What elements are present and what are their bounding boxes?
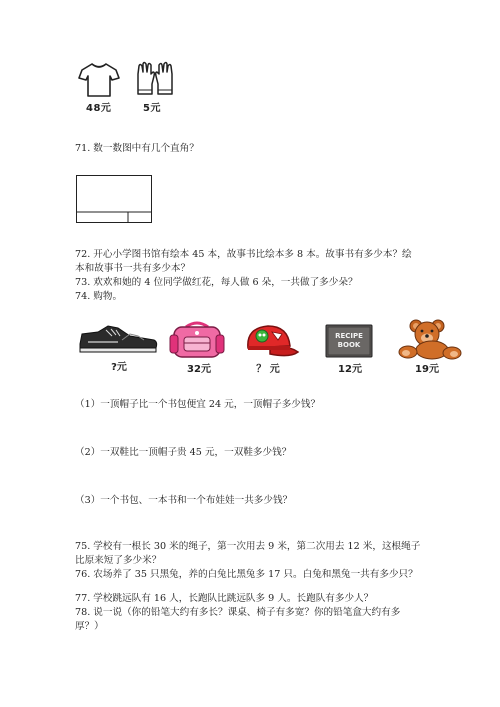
sub-question-1: （1）一顶帽子比一个书包便宜 24 元，一顶帽子多少钱？	[75, 399, 321, 410]
question-78-line2: 厚？）	[75, 621, 104, 632]
question-72-line2: 本和故事书一共有多少本？	[75, 263, 191, 274]
shoes-price: ?元	[111, 362, 127, 373]
recipe-book-icon	[325, 324, 373, 358]
svg-text:RECIPE: RECIPE	[335, 332, 363, 340]
book-price: 12元	[338, 364, 362, 375]
bag-price: 32元	[187, 364, 211, 375]
question-78-line1: 78. 说一说（你的铅笔大约有多长？课桌、椅子有多宽？你的铅笔盒大约有多	[75, 607, 401, 618]
t-shirt-price: 48元	[86, 103, 112, 114]
right-angle-figure	[76, 175, 153, 224]
question-76: 76. 农场养了 35 只黑兔，养的白兔比黑兔多 17 只。白兔和黑兔一共有多少只？	[75, 569, 418, 580]
question-73: 73. 欢欢和她的 4 位同学做红花，每人做 6 朵，一共做了多少朵？	[75, 277, 358, 288]
question-74: 74. 购物。	[75, 291, 123, 302]
bag-icon	[168, 321, 226, 361]
teddy-bear-price: 19元	[415, 364, 439, 375]
question-71: 71. 数一数图中有几个直角？	[75, 143, 199, 154]
gloves-icon	[135, 60, 175, 98]
sub-question-3: （3）一个书包、一本书和一个布娃娃一共多少钱？	[75, 495, 293, 506]
shoes-icon	[78, 322, 160, 354]
t-shirt-icon	[78, 62, 120, 98]
cap-icon	[240, 322, 300, 360]
sub-question-2: （2）一双鞋比一顶帽子贵 45 元，一双鞋多少钱？	[75, 447, 292, 458]
question-75-line1: 75. 学校有一根长 30 米的绳子，第一次用去 9 米，第二次用去 12 米，这根绳子	[75, 541, 421, 552]
question-77: 77. 学校跳远队有 16 人，长跑队比跳远队多 9 人。长跑队有多少人？	[75, 593, 374, 604]
svg-text:BOOK: BOOK	[337, 341, 361, 349]
cap-price: ？ 元	[256, 364, 280, 375]
question-72-line1: 72. 开心小学图书馆有绘本 45 本，故事书比绘本多 8 本。故事书有多少本？绘	[75, 249, 412, 260]
teddy-bear-icon	[396, 318, 466, 360]
question-75-line2: 比原来短了多少米？	[75, 555, 162, 566]
gloves-price: 5元	[143, 103, 161, 114]
